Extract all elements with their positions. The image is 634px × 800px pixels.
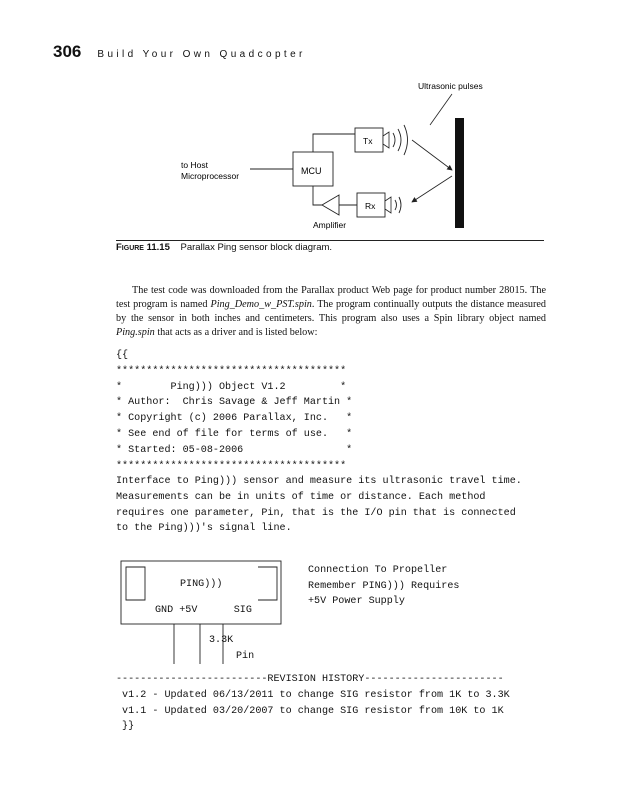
ping-label: PING))) (180, 579, 223, 590)
code-header-comment: {{ ************************************** * Ping))) Object V1.2 * * Author: Chris Savage & Jeff Martin * * Copyright (c) 2006 Parallax, Inc. * * See end of file for terms of use. * * Started: 05-08-2006 * ************************************** (116, 350, 353, 472)
demo-filename: Ping_Demo_w_PST.spin (210, 299, 312, 310)
pin-label: Pin (236, 651, 255, 662)
resistor-label: 3.3K (209, 635, 234, 646)
library-filename: Ping.spin (116, 327, 155, 338)
amplifier-label: Amplifier (313, 220, 347, 230)
schematic-note-1: Connection To Propeller (308, 565, 448, 576)
host-label-line1: to Host (181, 160, 208, 170)
rx-label: Rx (365, 201, 376, 211)
page-number: 306 (53, 42, 82, 61)
paragraph-text-1: The test code was downloaded from the Parallax product Web page for product number 28015. The test program is named (116, 285, 546, 310)
tx-label: Tx (363, 136, 373, 146)
paragraph-text-3: that acts as a driver and is listed below: (154, 327, 318, 338)
revision-history: -------------------------REVISION HISTORY----------------------- v1.2 - Updated 06/13/2011 to change SIG resistor from 1K to 3.3K v1.1 - Updated 03/20/2007 to change SIG resistor from 10K to 1K }} (116, 674, 510, 733)
paragraph-text-2: . The program continually outputs the distance measured by the sensor in both inches and centimeters. This program also uses a Spin library object named (116, 299, 547, 324)
host-label-line2: Microprocessor (181, 171, 240, 181)
pin-names: GND +5V SIG (155, 605, 252, 616)
figure-number: Figure 11.15 (116, 242, 170, 253)
ultrasonic-pulses-label: Ultrasonic pulses (418, 81, 483, 91)
schematic-note-2: Remember PING))) Requires (308, 581, 460, 592)
schematic-note-3: +5V Power Supply (308, 596, 405, 607)
code-description: Interface to Ping))) sensor and measure its ultrasonic travel time. Measurements can be in units of time or distance. Each method requires one parameter, Pin, that is the I/O pin that is connected to the Ping)))'s signal line. (116, 476, 522, 535)
figure-caption-text: Parallax Ping sensor block diagram. (180, 242, 333, 253)
mcu-label: MCU (301, 166, 322, 176)
book-title: Build Your Own Quadcopter (97, 49, 306, 60)
